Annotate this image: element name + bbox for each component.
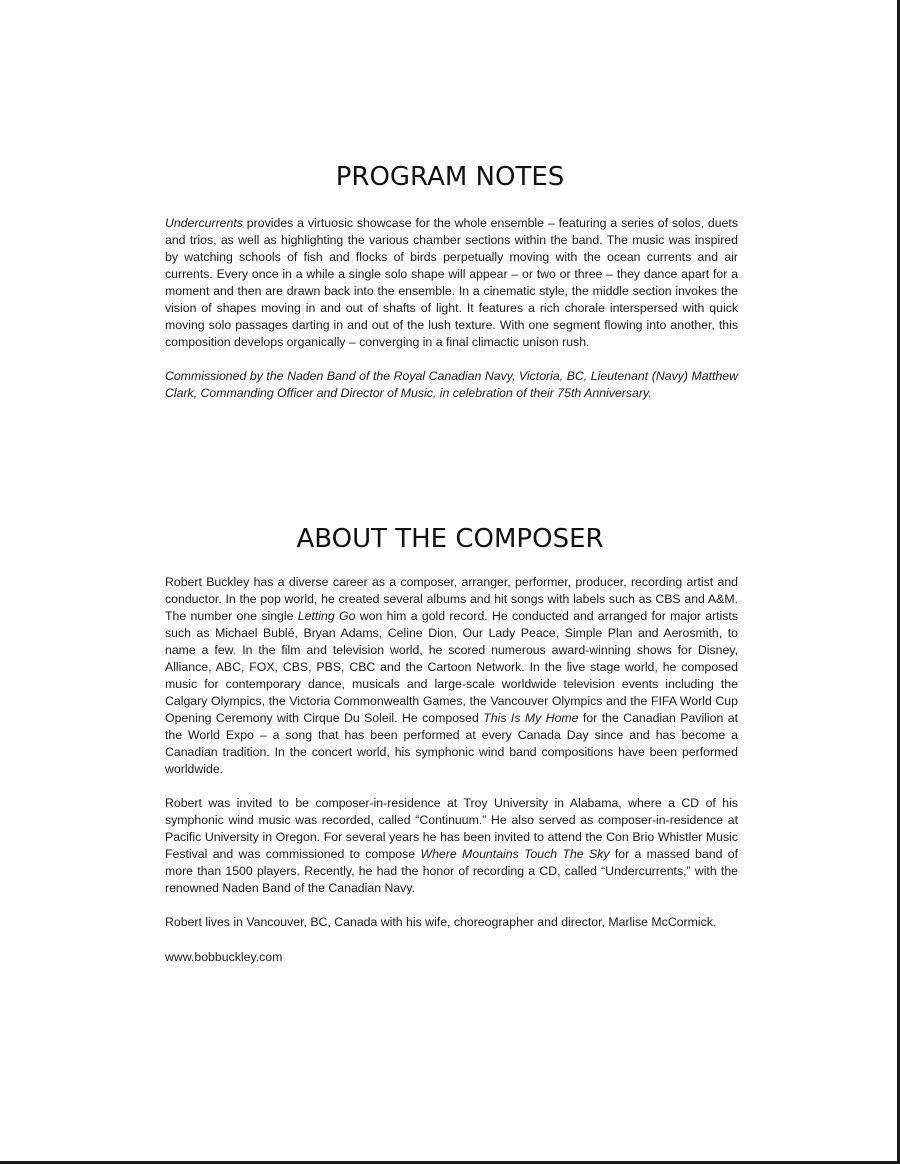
work-title-where-mountains: Where Mountains Touch The Sky	[420, 847, 610, 861]
website-link[interactable]: www.bobbuckley.com	[165, 950, 283, 964]
program-notes-heading: PROGRAM NOTES	[335, 162, 565, 192]
program-notes-text: provides a virtuosic showcase for the whole ensemble – featuring a series of solos, duets and trios, as well as highlighting the various chamber sections within the band. The music was inspired by watching schools of fish and flocks of birds perpetually moving with the ocean currents and air currents. Every once in a while a single solo shape will appear – or two or three – they dance apart for a moment and then are drawn back into the ensemble. In a cinematic style, the middle section invokes the vision of shapes moving in and out of shafts of light. It features a rich chorale interspersed with quick moving solo passages darting in and out of the lush texture. With one segment flowing into another, this composition develops organically – converging in a final climactic unison rush.	[165, 216, 738, 349]
bio-1-text-c: won him a gold record. He conducted and arranged for major artists such as Michael Bublé, Bryan Adams, Celine Dion, Our Lady Peace, Simple Plan and Aerosmith, to name a few. In the film and television world, he scored numerous award-winning shows for Disney, Alliance, ABC, FOX, CBS, PBS, CBC and the Cartoon Network. In the live stage world, he composed music for contemporary dance, musicals and large-scale worldwide television events including the Calgary Olympics, the Victoria Commonwealth Games, the Vancouver Olympics and the FIFA World Cup Opening Ceremony with Cirque Du Soleil. He composed	[165, 609, 738, 725]
program-notes-section	[165, 215, 738, 402]
bio-paragraph-2	[165, 795, 738, 897]
bio-paragraph-3: Robert lives in Vancouver, BC, Canada with his wife, choreographer and director, Marlise McCormick.	[165, 915, 717, 929]
bio-2-text-c: for a massed band of more than 1500 players. Recently, he had the honor of recording a CD, called “Undercurrents,” with the renowned Naden Band of the Canadian Navy.	[165, 847, 738, 895]
commission-note: Commissioned by the Naden Band of the Royal Canadian Navy, Victoria, BC, Lieutenant (Navy) Matthew Clark, Commanding Officer and Director of Music, in celebration of their 75th Anniversary.	[165, 369, 738, 400]
about-composer-heading: ABOUT THE COMPOSER	[296, 524, 604, 554]
song-title-this-is-my-home: This Is My Home	[483, 711, 579, 725]
about-composer-section	[165, 574, 738, 966]
bio-2-text-a: Robert was invited to be composer-in-residence at Troy University in Alabama, where a CD of his symphonic wind music was recorded, called “Continuum.” He also served as composer-in-residence at Pacific University in Oregon. For several years he has been invited to attend the Con Brio Whistler Music Festival and was commissioned to compose	[165, 796, 738, 861]
bio-1-text-e: for the Canadian Pavilion at the World Expo – a song that has been performed at every Canada Day since and has become a Canadian tradition. In the concert world, his symphonic wind band compositions have been performed worldwide.	[165, 711, 738, 776]
bio-1-text-a: Robert Buckley has a diverse career as a composer, arranger, performer, producer, recording artist and conductor. In the pop world, he created several albums and hit songs with labels such as CBS and A&M. The number one single	[165, 575, 738, 623]
program-notes-body	[165, 215, 738, 351]
song-title-letting-go: Letting Go	[297, 609, 356, 623]
work-title: Undercurrents	[165, 216, 243, 230]
bio-paragraph-1	[165, 574, 738, 778]
